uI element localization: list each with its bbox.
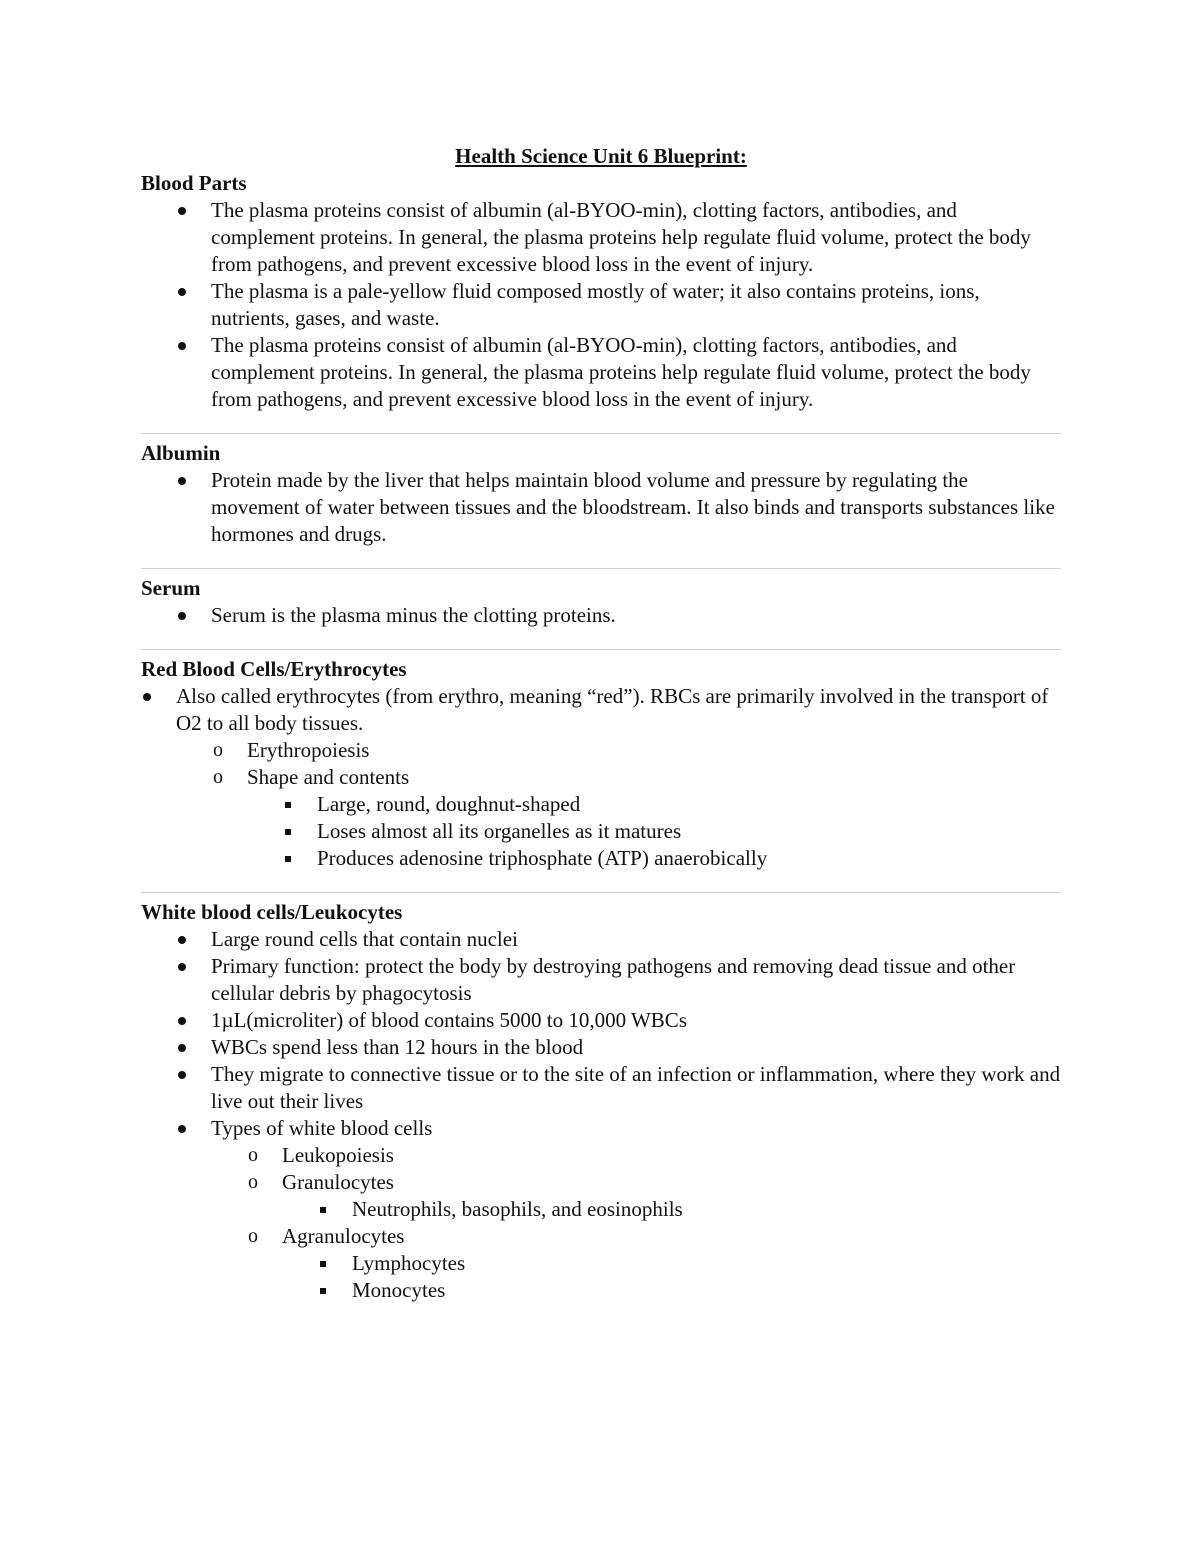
- bullet-icon: [178, 477, 186, 485]
- wbc-list: [141, 926, 1061, 1304]
- bullet-icon: [178, 1071, 186, 1079]
- square-bullet-icon: [285, 802, 291, 808]
- hollow-bullet-icon: o: [248, 1144, 258, 1166]
- list-item: The plasma is a pale-yellow fluid composed mostly of water; it also contains proteins, ions, nutrients, gases, and waste.: [141, 278, 1061, 332]
- bullet-icon: [178, 936, 186, 944]
- square-bullet-icon: [320, 1261, 326, 1267]
- bullet-icon: [178, 342, 186, 350]
- list-item: Loses almost all its organelles as it matures: [141, 818, 1061, 845]
- list-item: Large, round, doughnut-shaped: [141, 791, 1061, 818]
- section-heading-serum: Serum: [141, 576, 201, 600]
- list-item: Produces adenosine triphosphate (ATP) anaerobically: [141, 845, 1061, 872]
- list-item: The plasma proteins consist of albumin (al-BYOO-min), clotting factors, antibodies, and complement proteins. In general, the plasma proteins help regulate fluid volume, protect the body from pathogens, and prevent excessive blood loss in the event of injury.: [141, 332, 1061, 413]
- list-item: The plasma proteins consist of albumin (al-BYOO-min), clotting factors, antibodies, and complement proteins. In general, the plasma proteins help regulate fluid volume, protect the body from pathogens, and prevent excessive blood loss in the event of injury.: [141, 197, 1061, 278]
- bullet-icon: [143, 693, 151, 701]
- list-item: Serum is the plasma minus the clotting proteins.: [141, 602, 1061, 629]
- bullet-icon: [178, 963, 186, 971]
- list-item: o Leukopoiesis: [248, 1143, 394, 1167]
- document-title: Health Science Unit 6 Blueprint:: [455, 144, 747, 168]
- list-item: o Granulocytes: [248, 1170, 394, 1194]
- hollow-bullet-icon: o: [213, 739, 223, 761]
- bullet-icon: [178, 1017, 186, 1025]
- list-item: Also called erythrocytes (from erythro, meaning “red”). RBCs are primarily involved in the transport of O2 to all body tissues.: [141, 683, 1061, 737]
- list-item: WBCs spend less than 12 hours in the blood: [141, 1034, 1061, 1061]
- bullet-icon: [178, 1044, 186, 1052]
- list-item: o Agranulocytes: [248, 1224, 405, 1248]
- list-item: They migrate to connective tissue or to the site of an infection or inflammation, where they work and live out their lives: [141, 1061, 1061, 1115]
- bullet-icon: [178, 207, 186, 215]
- rbc-list: [141, 683, 1061, 872]
- section-heading-rbc: Red Blood Cells/Erythrocytes: [141, 657, 407, 681]
- section-heading-albumin: Albumin: [141, 441, 221, 465]
- serum-list: [141, 602, 1061, 629]
- square-bullet-icon: [285, 829, 291, 835]
- hollow-bullet-icon: o: [248, 1225, 258, 1247]
- list-item: Monocytes: [141, 1277, 1061, 1304]
- bullet-icon: [178, 612, 186, 620]
- list-item: Neutrophils, basophils, and eosinophils: [141, 1196, 1061, 1223]
- list-item: o Erythropoiesis: [213, 738, 370, 762]
- section-divider: [141, 433, 1061, 434]
- square-bullet-icon: [285, 856, 291, 862]
- list-item: Protein made by the liver that helps maintain blood volume and pressure by regulating the movement of water between tissues and the bloodstream. It also binds and transports substances like hormones and drugs.: [141, 467, 1061, 548]
- bullet-icon: [178, 288, 186, 296]
- section-divider: [141, 892, 1061, 893]
- list-item: o Shape and contents: [213, 765, 410, 789]
- section-divider: [141, 649, 1061, 650]
- section-divider: [141, 568, 1061, 569]
- square-bullet-icon: [320, 1288, 326, 1294]
- hollow-bullet-icon: o: [248, 1171, 258, 1193]
- square-bullet-icon: [320, 1207, 326, 1213]
- albumin-list: [141, 467, 1061, 548]
- section-heading-wbc: White blood cells/Leukocytes: [141, 900, 403, 924]
- list-item: Types of white blood cells: [141, 1115, 1061, 1142]
- section-heading-blood-parts: Blood Parts: [141, 171, 247, 195]
- list-item: 1µL(microliter) of blood contains 5000 to 10,000 WBCs: [141, 1007, 1061, 1034]
- bullet-icon: [178, 1125, 186, 1133]
- hollow-bullet-icon: o: [213, 766, 223, 788]
- document-page: [141, 143, 1061, 1304]
- list-item: Large round cells that contain nuclei: [141, 926, 1061, 953]
- list-item: Primary function: protect the body by destroying pathogens and removing dead tissue and other cellular debris by phagocytosis: [141, 953, 1061, 1007]
- list-item: Lymphocytes: [141, 1250, 1061, 1277]
- blood-parts-list: [141, 197, 1061, 413]
